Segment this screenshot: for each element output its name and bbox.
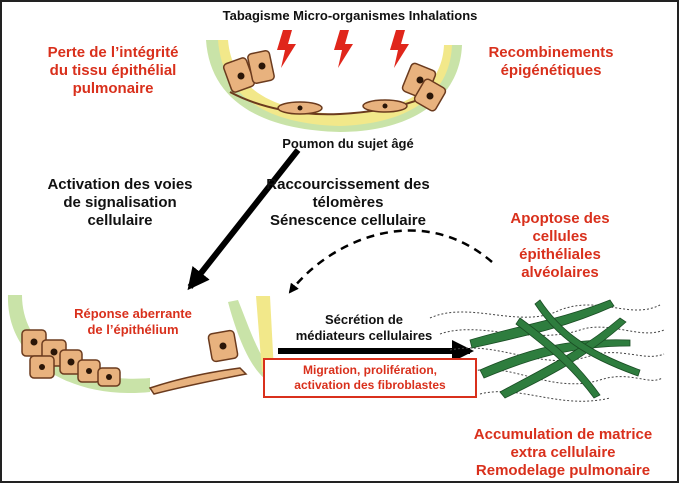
label-line: alvéolaires	[521, 264, 599, 281]
label-line: Accumulation de matrice	[473, 426, 653, 443]
label-line: télomères	[312, 194, 384, 211]
label-line: médiateurs cellulaires	[295, 327, 433, 343]
fibroblast-activation-box	[263, 358, 477, 398]
label-line: Recombinements	[488, 44, 614, 61]
secretion-label	[284, 312, 444, 343]
label-line: du tissu épithélial	[49, 62, 177, 79]
label-line: épithéliales	[519, 246, 601, 263]
label-line: Remodelage pulmonaire	[475, 462, 651, 479]
label-line: de signalisation	[63, 194, 177, 211]
apoptosis-label	[490, 210, 630, 282]
label-line: extra cellulaire	[510, 444, 616, 461]
aberrant-response-label	[48, 306, 218, 337]
causes-label: Tabagisme Micro-organismes Inhalations	[222, 8, 478, 23]
epithelial-integrity-loss-label	[28, 44, 198, 98]
telomeres-label	[248, 176, 448, 230]
matrix-accumulation-label	[452, 426, 674, 480]
label-line: Activation des voies	[47, 176, 193, 193]
label-line: cellules	[532, 228, 588, 245]
label-line: épigénétiques	[500, 62, 602, 79]
label-line: Réponse aberrante	[74, 306, 192, 321]
label-line: Migration, prolifération,	[303, 363, 437, 377]
label-line: Sénescence cellulaire	[270, 212, 426, 229]
label-line: Raccourcissement des	[266, 176, 430, 193]
label-line: pulmonaire	[72, 80, 154, 97]
label-line: Sécrétion de	[324, 312, 404, 327]
label-line: de l’épithélium	[87, 321, 179, 337]
label-line: cellulaire	[87, 212, 153, 229]
label-line: Apoptose des	[510, 210, 610, 227]
label-line: Perte de l’intégrité	[47, 44, 179, 61]
epigenetic-label	[466, 44, 636, 80]
label-line: activation des fibroblastes	[294, 378, 446, 392]
lung-label: Poumon du sujet âgé	[282, 136, 414, 151]
activation-label	[30, 176, 210, 230]
